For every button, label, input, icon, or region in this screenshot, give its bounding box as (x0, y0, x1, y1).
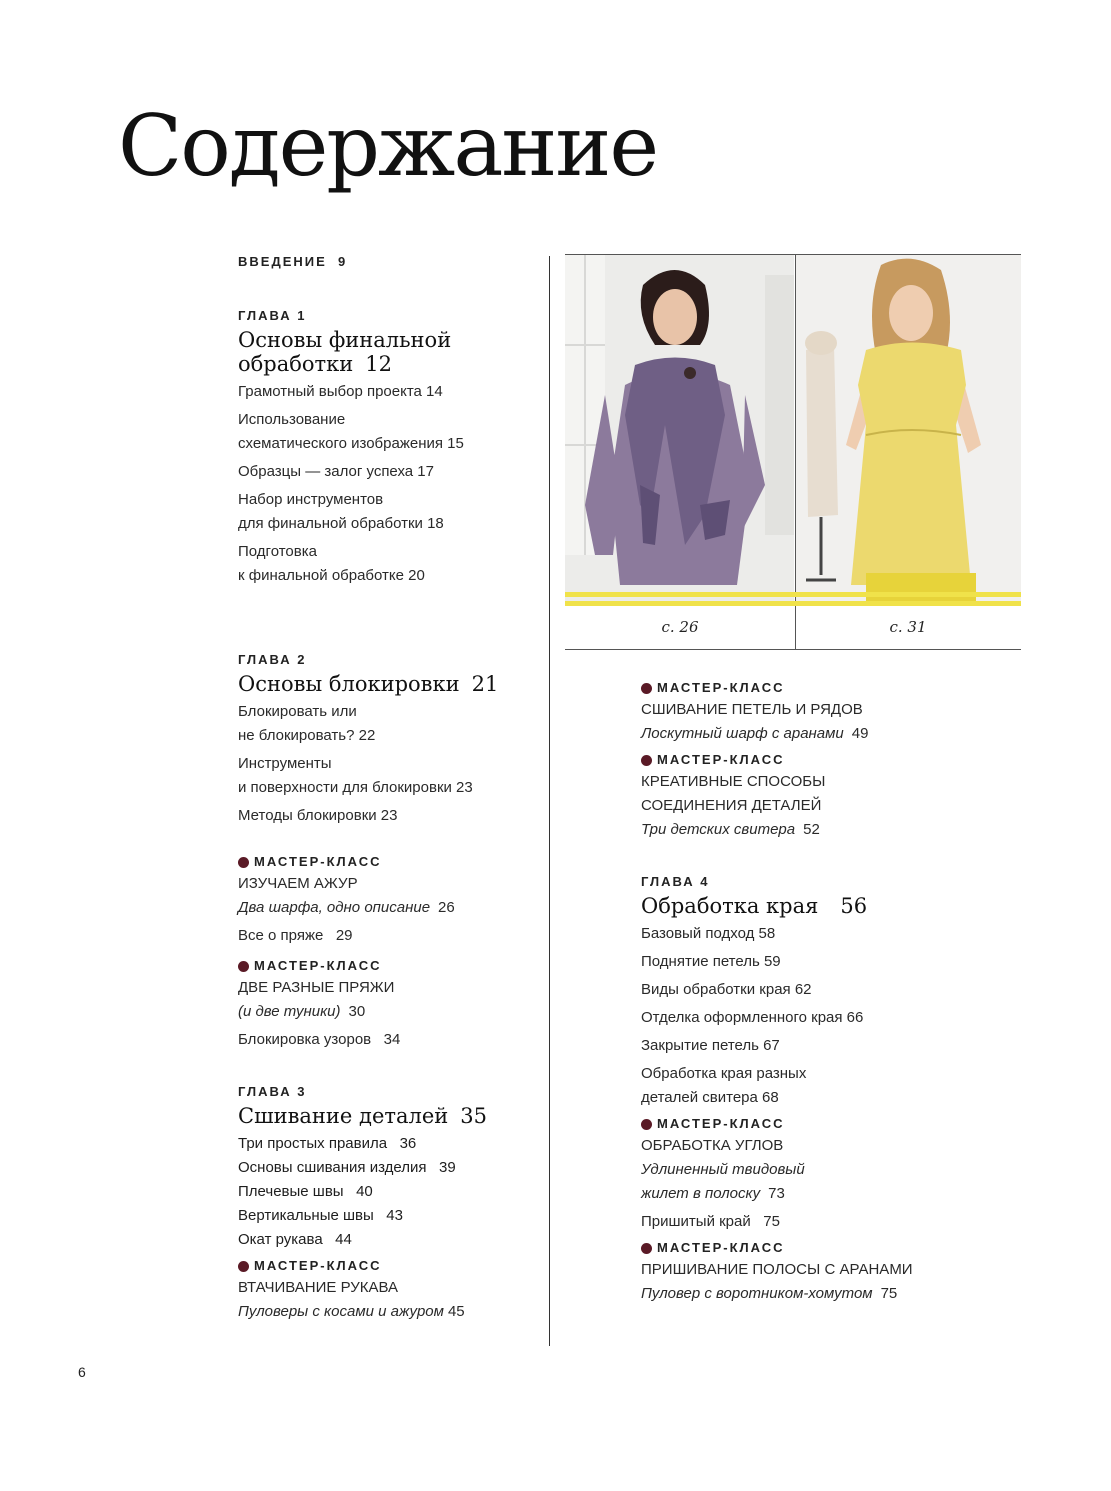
photo-tunic-model[interactable] (796, 255, 1021, 605)
column-divider (549, 256, 550, 1346)
chapter-2 (238, 650, 548, 1052)
master-class-label (641, 678, 1041, 698)
toc-entry-text: для финальной обработки 18 (238, 515, 444, 532)
yellow-stripe-decoration (565, 590, 1021, 610)
toc-entry[interactable] (238, 540, 548, 588)
photo-panel (565, 254, 1021, 650)
master-class-label-text: МАСТЕР-КЛАСС (254, 958, 382, 973)
toc-entry-text: Блокировать или (238, 703, 357, 720)
toc-entry[interactable] (238, 488, 548, 536)
master-class-title: ВТАЧИВАНИЕ РУКАВА (238, 1279, 399, 1296)
toc-entry[interactable] (238, 700, 548, 748)
chapter-title-line: Основы финальной (238, 328, 452, 352)
chapter-label: ГЛАВА 3 (238, 1084, 307, 1099)
subtitle-text: Пуловеры с косами и ажуром (238, 1303, 444, 1320)
toc-entry[interactable] (641, 922, 1041, 946)
toc-entry-text: Закрытие петель 67 (641, 1037, 780, 1054)
master-class-block[interactable] (238, 852, 548, 920)
chapter-title[interactable] (238, 1104, 548, 1128)
master-class-label-text: МАСТЕР-КЛАСС (657, 680, 785, 695)
toc-entry-text: к финальной обработке 20 (238, 567, 425, 584)
chapter-page: 12 (365, 352, 393, 376)
subtitle-page: 45 (447, 1303, 465, 1320)
master-class-label (238, 852, 548, 872)
intro-entry[interactable] (238, 252, 548, 272)
photo-caption: с. 26 (661, 618, 699, 636)
scarf-model-illustration (565, 255, 794, 605)
toc-entry-text: Инструменты (238, 755, 332, 772)
master-class-label-text: МАСТЕР-КЛАСС (254, 1258, 382, 1273)
chapter-label: ГЛАВА 1 (238, 308, 307, 323)
chapter-3 (238, 1082, 548, 1324)
master-class-title: ОБРАБОТКА УГЛОВ (641, 1137, 784, 1154)
chapter-page: 21 (471, 672, 499, 696)
master-class-title: СШИВАНИЕ ПЕТЕЛЬ И РЯДОВ (641, 701, 863, 718)
master-class-label (641, 750, 1041, 770)
master-class-block[interactable] (641, 750, 1041, 842)
chapter-label: ГЛАВА 4 (641, 874, 710, 889)
intro-label: ВВЕДЕНИЕ (238, 254, 327, 269)
master-class-label-text: МАСТЕР-КЛАСС (254, 854, 382, 869)
chapter-title-line: обработки (238, 352, 354, 376)
master-class-label (641, 1238, 1041, 1258)
subtitle-page: 52 (803, 821, 820, 838)
subtitle-page: 26 (438, 899, 455, 916)
chapter-title-text: Основы блокировки (238, 672, 460, 696)
chapter-label: ГЛАВА 2 (238, 652, 307, 667)
toc-entry[interactable] (238, 408, 548, 456)
master-class-subtitle (641, 722, 1041, 746)
toc-entry-text: деталей свитера 68 (641, 1089, 779, 1106)
chapter-page: 56 (840, 894, 868, 918)
subtitle-page: 73 (768, 1185, 785, 1202)
subtitle-text: жилет в полоску (641, 1185, 761, 1202)
bullet-dot-icon (238, 1261, 249, 1272)
master-class-subtitle: Удлиненный твидовый (641, 1161, 805, 1178)
subtitle-page: 49 (851, 725, 869, 742)
subtitle-page: 30 (348, 1003, 366, 1020)
subtitle-text: Два шарфа, одно описание (238, 899, 431, 916)
subtitle-text: Три детских свитера (641, 821, 796, 838)
master-class-subtitle (238, 1300, 548, 1324)
toc-entry[interactable]: Пришитый край 75 (641, 1213, 780, 1230)
subtitle-page: 75 (880, 1285, 898, 1302)
master-class-subtitle (641, 1282, 1041, 1306)
chapter-title[interactable] (641, 894, 1041, 918)
toc-entry-text: Отделка оформленного края 66 (641, 1009, 864, 1026)
bullet-dot-icon (641, 683, 652, 694)
chapter-4 (641, 872, 1041, 1306)
photo-bottom-rule (565, 649, 1021, 650)
page-number: 6 (78, 1364, 86, 1380)
master-class-subtitle (238, 1000, 548, 1024)
toc-right-column (641, 678, 1041, 1306)
toc-entry[interactable]: Все о пряже 29 (238, 927, 353, 944)
bullet-dot-icon (238, 857, 249, 868)
toc-entry[interactable]: Вертикальные швы 43 (238, 1207, 403, 1224)
toc-left-column (238, 252, 548, 1324)
master-class-block[interactable] (641, 1238, 1041, 1306)
chapter-title-text: Сшивание деталей (238, 1104, 449, 1128)
toc-entry[interactable] (238, 752, 548, 800)
master-class-title: КРЕАТИВНЫЕ СПОСОБЫ (641, 773, 826, 790)
master-class-label-text: МАСТЕР-КЛАСС (657, 1116, 785, 1131)
bullet-dot-icon (641, 1243, 652, 1254)
toc-entry-text: Набор инструментов (238, 491, 384, 508)
toc-entry[interactable]: Окат рукава 44 (238, 1231, 352, 1248)
master-class-block[interactable] (641, 1114, 1041, 1206)
master-class-label (238, 956, 548, 976)
toc-entry-text: Образцы — залог успеха 17 (238, 463, 434, 480)
chapter-title[interactable] (238, 672, 548, 696)
master-class-title: ИЗУЧАЕМ АЖУР (238, 875, 358, 892)
master-class-label (641, 1114, 1041, 1134)
chapter-title[interactable] (238, 328, 548, 376)
master-class-label-text: МАСТЕР-КЛАСС (657, 752, 785, 767)
subtitle-text: Лоскутный шарф с аранами (641, 725, 844, 742)
master-class-block[interactable] (641, 678, 1041, 746)
toc-entry-text: Базовый подход 58 (641, 925, 776, 942)
toc-entry[interactable] (238, 380, 548, 404)
master-class-title: ДВЕ РАЗНЫЕ ПРЯЖИ (238, 979, 395, 996)
toc-entry[interactable] (238, 460, 548, 484)
toc-entry-text: Обработка края разных (641, 1065, 807, 1082)
tunic-model-illustration (796, 255, 1021, 605)
master-class-label-text: МАСТЕР-КЛАСС (657, 1240, 785, 1255)
chapter-1 (238, 306, 548, 588)
toc-entry-text: Поднятие петель 59 (641, 953, 781, 970)
toc-entry[interactable] (641, 1062, 1041, 1110)
subtitle-text: (и две туники) (238, 1003, 341, 1020)
page-title: Содержание (118, 97, 658, 195)
intro-page: 9 (338, 254, 348, 269)
toc-entry-text: Виды обработки края 62 (641, 981, 812, 998)
master-class-label (238, 1256, 548, 1276)
toc-entry[interactable]: Плечевые швы 40 (238, 1183, 373, 1200)
master-class-title: ПРИШИВАНИЕ ПОЛОСЫ С АРАНАМИ (641, 1261, 913, 1278)
photo-scarf-model[interactable] (565, 255, 794, 605)
toc-entry-text: и поверхности для блокировки 23 (238, 779, 473, 796)
master-class-subtitle (238, 896, 548, 920)
chapter-title-text: Обработка края (641, 894, 819, 918)
toc-entry[interactable]: Три простых правила 36 (238, 1135, 417, 1152)
chapter-page: 35 (460, 1104, 488, 1128)
toc-entry[interactable] (238, 804, 548, 828)
toc-entry-text: схематического изображения 15 (238, 435, 464, 452)
toc-entry[interactable] (641, 978, 1041, 1002)
toc-entry-text: Использование (238, 411, 346, 428)
master-class-subtitle (641, 818, 1041, 842)
bullet-dot-icon (641, 1119, 652, 1130)
toc-entry[interactable] (641, 950, 1041, 974)
toc-entry-text: Грамотный выбор проекта 14 (238, 383, 443, 400)
toc-entry[interactable] (641, 1006, 1041, 1030)
toc-entry[interactable] (641, 1034, 1041, 1058)
toc-entry-text: Методы блокировки 23 (238, 807, 398, 824)
subtitle-text: Пуловер с воротником-хомутом (641, 1285, 873, 1302)
toc-entry[interactable]: Основы сшивания изделия 39 (238, 1159, 456, 1176)
master-class-block[interactable] (238, 956, 548, 1024)
photo-caption: с. 31 (889, 618, 927, 636)
master-class-title: СОЕДИНЕНИЯ ДЕТАЛЕЙ (641, 797, 822, 814)
toc-entry-text: Подготовка (238, 543, 317, 560)
bullet-dot-icon (641, 755, 652, 766)
master-class-block[interactable] (238, 1256, 548, 1324)
toc-entry[interactable]: Блокировка узоров 34 (238, 1031, 401, 1048)
master-class-subtitle (641, 1182, 1041, 1206)
bullet-dot-icon (238, 961, 249, 972)
toc-entry-text: не блокировать? 22 (238, 727, 376, 744)
